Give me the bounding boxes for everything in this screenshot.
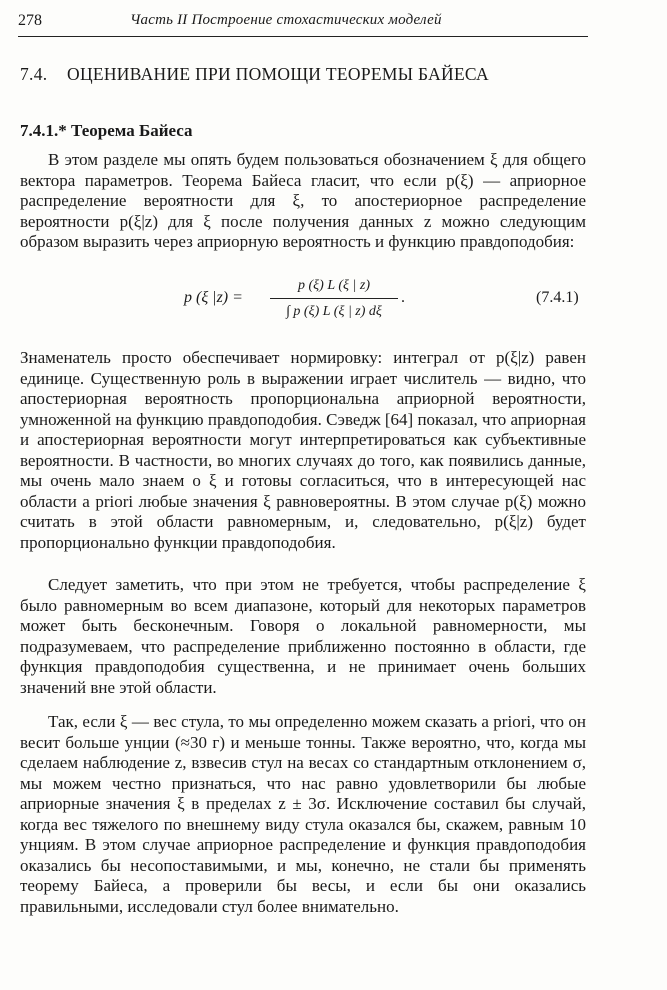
formula-denominator: ∫ p (ξ) L (ξ | z) dξ bbox=[286, 304, 382, 319]
running-head: Часть II Построение стохастических моделей bbox=[130, 12, 442, 28]
equation-number: (7.4.1) bbox=[536, 289, 579, 306]
paragraph-chair-example: Так, если ξ — вес стула, то мы определенно можем сказать a priori, что он весит больше унции (≈30 г) и меньше тонны. Также вероятно, что, когда мы сделаем наблюдение z, взвесив стул на весах со стандартным отклонением σ, мы можем честно признаться, что нас равно удовлетворили бы любые априорные значения ξ в пределах z ± 3σ. Исключение составил бы случай, когда вес тяжелого по внешнему виду стула оказался бы, скажем, равным 10 унциям. В этом случае априорное распределение и функция правдоподобия оказались бы несопоставимыми, и мы, конечно, не стали бы применять теорему Байеса, а проверили бы весы, и если бы они оказались правильными, исследовали стул более внимательно. bbox=[20, 712, 586, 916]
formula-period: . bbox=[401, 289, 405, 306]
section-number: 7.4. bbox=[20, 64, 48, 84]
bayes-formula bbox=[184, 276, 604, 336]
paragraph-intro: В этом разделе мы опять будем пользоваться обозначением ξ для общего вектора параметров. Теорема Байеса гласит, что если p(ξ) — априорное распределение вероятности для ξ, то апостериорное распределение вероятности p(ξ|z) для ξ после получения данных z можно следующим образом выразить через априорную вероятность и функцию правдоподобия: bbox=[20, 150, 586, 251]
page-number: 278 bbox=[18, 12, 42, 29]
page-header bbox=[18, 10, 588, 37]
formula-numerator: p (ξ) L (ξ | z) bbox=[298, 278, 370, 293]
formula-fraction bbox=[270, 276, 398, 336]
paragraph-normalization: Знаменатель просто обеспечивает нормировку: интеграл от p(ξ|z) равен единице. Существенную роль в выражении играет числитель — видно, что апостериорная вероятность пропорциональна априорной вероятности, умноженной на функцию правдоподобия. Сэведж [64] показал, что априорная и апостериорная вероятности могут интерпретироваться как субъективные вероятности. В частности, во многих случаях до того, как появились данные, мы очень мало знаем о ξ и готовы согласиться, что в интересующей нас области a priori любые значения ξ равновероятны. В этом случае p(ξ) можно считать в этой области равномерным, и, следовательно, p(ξ|z) будет пропорционально функции правдоподобия. bbox=[20, 348, 586, 552]
subsection-title: 7.4.1.* Теорема Байеса bbox=[20, 121, 193, 140]
fraction-bar bbox=[270, 298, 398, 299]
formula-lhs: p (ξ |z) = bbox=[184, 289, 243, 306]
paragraph-local-uniformity: Следует заметить, что при этом не требуется, чтобы распределение ξ было равномерным во всем диапазоне, который для некоторых параметров может быть бесконечным. Говоря о локальной равномерности, мы подразумеваем, что распределение приближенно постоянно в области, где функция правдоподобия существенна, и не принимает очень больших значений вне этой области. bbox=[20, 575, 586, 697]
section-title: ОЦЕНИВАНИЕ ПРИ ПОМОЩИ ТЕОРЕМЫ БАЙЕСА bbox=[67, 64, 489, 84]
